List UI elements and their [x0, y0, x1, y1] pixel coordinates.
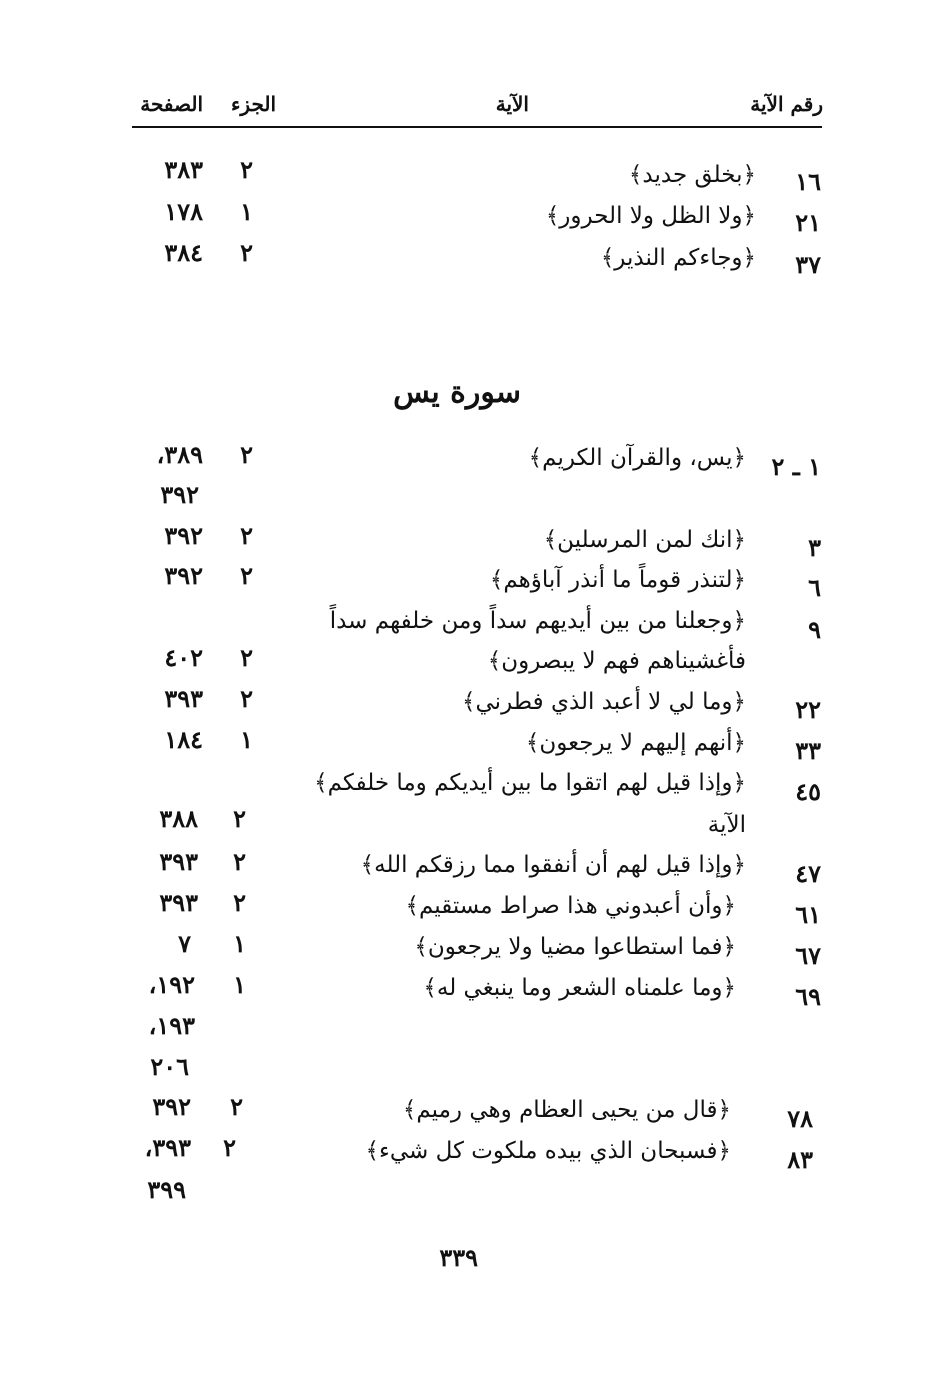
- verse-number: ٦٩: [795, 982, 821, 1011]
- page-ref: ٤٠٢: [164, 643, 203, 672]
- verse-number: ٣: [808, 533, 821, 562]
- verse-number: ٨٣: [787, 1145, 813, 1174]
- page-ref: ٣٨٣: [164, 155, 203, 184]
- page-ref: ٣٨٤: [164, 238, 203, 267]
- page-ref: ١٨٤: [164, 725, 203, 754]
- verse-text: ﴿وإذا قيل لهم أن أنفقوا مما رزقكم الله﴾: [360, 852, 746, 878]
- part-number: ٢: [240, 440, 253, 469]
- verse-text: ﴿وأن أعبدوني هذا صراط مستقيم﴾: [405, 893, 736, 919]
- part-number: ١: [240, 197, 253, 226]
- verse-number: ٦: [808, 573, 821, 602]
- verse-number: ٢١: [795, 208, 821, 237]
- verse-number: ٤٥: [795, 777, 821, 806]
- verse-text: ﴿وما علمناه الشعر وما ينبغي له﴾: [423, 975, 736, 1001]
- header-part: الجزء: [231, 92, 276, 116]
- part-number: ٢: [240, 521, 253, 550]
- header-verse: الآية: [495, 92, 529, 116]
- page-ref-continued: ٣٩٩: [147, 1175, 186, 1204]
- page-ref: ٣٩٢: [164, 561, 203, 590]
- verse-number: ٩: [808, 615, 821, 644]
- verse-text: ﴿وجاءكم النذير﴾: [600, 245, 756, 271]
- part-number: ٢: [223, 1133, 236, 1162]
- verse-text: ﴿وجعلنا من بين أيديهم سداً ومن خلفهم سداً: [329, 608, 746, 634]
- page-ref: ٣٩٣،: [144, 1133, 191, 1162]
- part-number: ٢: [240, 561, 253, 590]
- page-ref-continued: ١٩٣،: [148, 1011, 195, 1040]
- header-verse-number: رقم الآية: [750, 92, 823, 116]
- page-ref-continued: ٣٩٢: [160, 480, 199, 509]
- verse-number: ٣٧: [795, 250, 821, 279]
- verse-text-continued: فأغشيناهم فهم لا يبصرون﴾: [487, 648, 746, 674]
- part-number: ٢: [233, 888, 246, 917]
- verse-number: ٤٧: [795, 859, 821, 888]
- page-ref: ٣٩٢: [152, 1092, 191, 1121]
- verse-text: ﴿يس، والقرآن الكريم﴾: [528, 445, 746, 471]
- page-ref: ١٩٢،: [148, 970, 195, 999]
- header-page: الصفحة: [140, 92, 203, 116]
- verse-text: ﴿قال من يحيى العظام وهي رميم﴾: [402, 1097, 731, 1123]
- page-ref: ٣٩٣: [159, 847, 198, 876]
- page-ref: ٣٩٣: [164, 684, 203, 713]
- verse-text: ﴿انك لمن المرسلين﴾: [543, 527, 746, 553]
- part-number: ٢: [233, 847, 246, 876]
- verse-number: ٦١: [795, 900, 821, 929]
- verse-text: ﴿ولا الظل ولا الحرور﴾: [545, 203, 756, 229]
- page-ref: ٣٨٨: [159, 804, 198, 833]
- part-number: ٢: [240, 643, 253, 672]
- part-number: ١: [233, 929, 246, 958]
- header-rule: [132, 126, 822, 128]
- verse-number: ٧٨: [787, 1104, 813, 1133]
- verse-text: ﴿وما لي لا أعبد الذي فطرني﴾: [462, 689, 746, 715]
- part-number: ١: [233, 970, 246, 999]
- verse-number: ١٦: [795, 167, 821, 196]
- verse-text: ﴿وإذا قيل لهم اتقوا ما بين أيديكم وما خلفكم﴾: [314, 770, 746, 796]
- verse-text: ﴿فسبحان الذي بيده ملكوت كل شيء﴾: [365, 1138, 731, 1164]
- page-ref: ١٧٨: [164, 197, 203, 226]
- page-ref: ٧: [178, 929, 191, 958]
- part-number: ٢: [230, 1092, 243, 1121]
- part-number: ١: [240, 725, 253, 754]
- verse-text: ﴿بخلق جديد﴾: [628, 162, 756, 188]
- page-ref: ٣٨٩،: [156, 440, 203, 469]
- verse-number: ٦٧: [795, 941, 821, 970]
- verse-number: ٢٢: [795, 695, 821, 724]
- page-number: ٣٣٩: [439, 1243, 478, 1272]
- page-ref-continued: ٢٠٦: [150, 1052, 189, 1081]
- part-number: ٢: [240, 684, 253, 713]
- surah-title: سورة يس: [393, 375, 521, 410]
- verse-text: ﴿فما استطاعوا مضيا ولا يرجعون﴾: [414, 934, 736, 960]
- part-number: ٢: [233, 804, 246, 833]
- verse-number: ٣٣: [795, 736, 821, 765]
- part-number: ٢: [240, 155, 253, 184]
- page-ref: ٣٩٣: [159, 888, 198, 917]
- page-ref: ٣٩٢: [164, 521, 203, 550]
- part-number: ٢: [240, 238, 253, 267]
- verse-text: ﴿لتنذر قوماً ما أنذر آباؤهم﴾: [489, 567, 746, 593]
- verse-text: ﴿أنهم إليهم لا يرجعون﴾: [525, 730, 746, 756]
- verse-number: ١ ـ ٢: [771, 452, 821, 481]
- verse-text-continued: الآية: [707, 812, 746, 838]
